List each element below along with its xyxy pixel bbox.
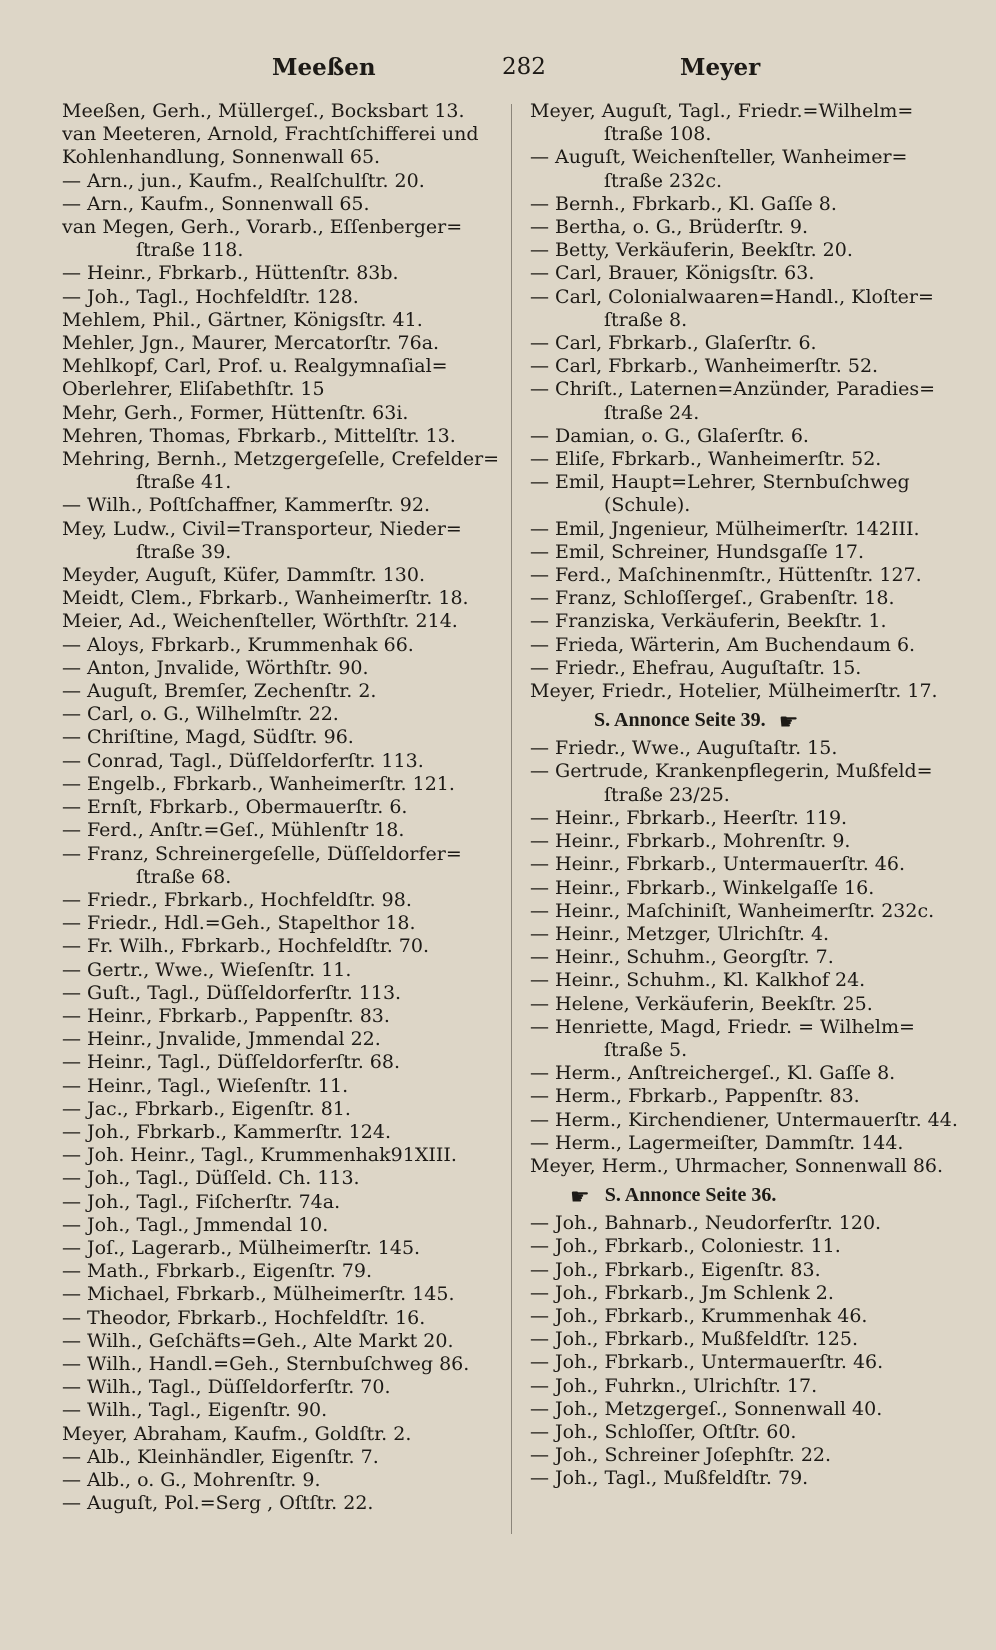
directory-entry: — Heinr., Fbrkarb., Untermauerſtr. 46. (530, 853, 905, 876)
directory-entry: Meeßen, Gerh., Müllergeſ., Bocksbart 13. (62, 100, 465, 122)
directory-entry: Meyer, Friedr., Hotelier, Mülheimerſtr. 17. (530, 680, 938, 703)
column-divider (511, 104, 512, 1534)
directory-entry: — Carl, Fbrkarb., Wanheimerſtr. 52. (530, 355, 879, 378)
annonce-reference-1 (530, 703, 982, 737)
directory-entry: — Joh., Tagl., Mußfeldſtr. 79. (530, 1467, 809, 1490)
directory-entry: Meier, Ad., Weichenſteller, Wörthſtr. 214. (62, 610, 458, 633)
directory-entry: — Joh., Schloſſer, Oſtſtr. 60. (530, 1420, 797, 1443)
right-column-part-a (530, 100, 982, 703)
directory-entry: — Theodor, Fbrkarb., Hochfeldſtr. 16. (62, 1306, 426, 1329)
pointing-hand-icon: ☛ (778, 708, 799, 734)
directory-entry: van Megen, Gerh., Vorarb., Eſſenberger= (62, 216, 463, 239)
directory-entry: — Heinr., Schuhm., Georgſtr. 7. (530, 946, 834, 969)
annonce-1-text: S. Annonce Seite 39. (594, 709, 766, 732)
directory-entry: — Wilh., Tagl., Düſſeldorferſtr. 70. (62, 1376, 391, 1399)
directory-entry-continuation: ſtraße 68. (136, 865, 232, 888)
directory-entry: Mehren, Thomas, Fbrkarb., Mittelſtr. 13. (62, 424, 456, 447)
directory-entry: — Franz, Schloſſergeſ., Grabenſtr. 18. (530, 587, 895, 610)
directory-entry: — Math., Fbrkarb., Eigenſtr. 79. (62, 1260, 372, 1283)
directory-entry: — Joh., Schreiner Joſephſtr. 22. (530, 1444, 832, 1467)
directory-entry: — Alb., Kleinhändler, Eigenſtr. 7. (62, 1445, 379, 1468)
directory-entry: — Friedr., Ehefrau, Auguſtaſtr. 15. (530, 656, 862, 679)
directory-entry: — Herm., Lagermeiſter, Dammſtr. 144. (530, 1131, 904, 1154)
directory-entry: — Emil, Haupt=Lehrer, Sternbuſchweg (530, 471, 910, 494)
directory-entry: — Conrad, Tagl., Düſſeldorferſtr. 113. (62, 749, 424, 772)
directory-entry-continuation: ſtraße 41. (136, 471, 232, 494)
directory-entry-continuation: ſtraße 232c. (604, 169, 722, 192)
annonce-2-text: S. Annonce Seite 36. (604, 1184, 777, 1207)
directory-entry: — Heinr., Fbrkarb., Winkelgaſſe 16. (530, 876, 875, 899)
directory-entry: — Damian, o. G., Glaſerſtr. 6. (530, 424, 809, 447)
directory-entry: — Ernſt, Fbrkarb., Obermauerſtr. 6. (62, 796, 408, 819)
directory-entry: — Helene, Verkäuferin, Beekſtr. 25. (530, 992, 873, 1015)
directory-entry: — Bertha, o. G., Brüderſtr. 9. (530, 216, 809, 239)
directory-entry: — Eliſe, Fbrkarb., Wanheimerſtr. 52. (530, 448, 882, 471)
directory-entry: — Emil, Schreiner, Hundsgaſſe 17. (530, 540, 865, 563)
directory-entry: — Emil, Jngenieur, Mülheimerſtr. 142III. (530, 517, 920, 540)
directory-entry: — Friedr., Hdl.=Geh., Stapelthor 18. (62, 912, 416, 935)
directory-entry: Mey, Ludw., Civil=Transporteur, Nieder= (62, 517, 462, 540)
directory-entry: Kohlenhandlung, Sonnenwall 65. (62, 146, 381, 169)
right-column (530, 100, 982, 1491)
directory-entry: — Herm., Anſtreichergeſ., Kl. Gaſſe 8. (530, 1062, 896, 1085)
directory-entry: — Herm., Fbrkarb., Pappenſtr. 83. (530, 1085, 860, 1108)
directory-entry-continuation: ſtraße 108. (604, 123, 712, 146)
directory-entry-continuation: ſtraße 8. (604, 308, 688, 331)
directory-entry: — Michael, Fbrkarb., Mülheimerſtr. 145. (62, 1283, 455, 1306)
directory-entry: — Joſ., Lagerarb., Mülheimerſtr. 145. (62, 1236, 421, 1259)
page-header (0, 50, 996, 90)
directory-entry: — Heinr., Tagl., Wieſenſtr. 11. (62, 1074, 349, 1097)
directory-entry: Mehr, Gerh., Former, Hüttenſtr. 63i. (62, 401, 409, 424)
directory-entry: — Arn., Kaufm., Sonnenwall 65. (62, 192, 370, 215)
directory-entry: — Joh., Fbrkarb., Kammerſtr. 124. (62, 1120, 392, 1143)
directory-entry: — Carl, Brauer, Königsſtr. 63. (530, 262, 815, 285)
header-right-word: Meyer (680, 54, 761, 81)
directory-entry: — Heinr., Fbrkarb., Mohrenſtr. 9. (530, 830, 851, 853)
directory-entry: — Gertr., Wwe., Wieſenſtr. 11. (62, 958, 352, 981)
directory-entry-continuation: ſtraße 24. (604, 401, 700, 424)
directory-entry-continuation: ſtraße 5. (604, 1038, 688, 1061)
directory-entry: — Heinr., Tagl., Düſſeldorferſtr. 68. (62, 1051, 401, 1074)
left-column (62, 100, 514, 1515)
directory-entry: — Heinr., Fbrkarb., Heerſtr. 119. (530, 806, 848, 829)
directory-entry: — Joh. Heinr., Tagl., Krummenhak91XIII. (62, 1144, 457, 1167)
directory-entry: Meyder, Auguſt, Küfer, Dammſtr. 130. (62, 564, 426, 587)
directory-entry-continuation: (Schule). (604, 494, 691, 517)
directory-entry: — Friedr., Fbrkarb., Hochfeldſtr. 98. (62, 888, 412, 911)
directory-entry: — Joh., Fbrkarb., Krummenhak 46. (530, 1304, 868, 1327)
directory-entry: — Joh., Bahnarb., Neudorferſtr. 120. (530, 1212, 882, 1235)
directory-entry-continuation: ſtraße 23/25. (604, 783, 730, 806)
directory-entry: — Wilh., Geſchäfts=Geh., Alte Markt 20. (62, 1329, 454, 1352)
pointing-hand-icon: ☛ (570, 1183, 590, 1209)
directory-entry: — Alb., o. G., Mohrenſtr. 9. (62, 1468, 321, 1491)
directory-entry: Meyer, Abraham, Kaufm., Goldſtr. 2. (62, 1422, 412, 1445)
header-left-word: Meeßen (272, 54, 376, 81)
directory-entry: — Auguſt, Pol.=Serg , Oſtſtr. 22. (62, 1492, 374, 1515)
directory-entry: — Chriſt., Laternen=Anzünder, Paradies= (530, 378, 936, 401)
directory-entry: — Herm., Kirchendiener, Untermauerſtr. 44. (530, 1108, 958, 1131)
directory-entry: — Gertrude, Krankenpflegerin, Mußfeld= (530, 760, 933, 783)
annonce-reference-2 (530, 1178, 982, 1212)
directory-entry: — Arn., jun., Kaufm., Realſchulſtr. 20. (62, 169, 425, 192)
directory-entry: Mehring, Bernh., Metzgergeſelle, Crefelder= (62, 448, 500, 471)
directory-entry: — Carl, Fbrkarb., Glaſerſtr. 6. (530, 332, 817, 355)
directory-entry: Mehler, Jgn., Maurer, Mercatorſtr. 76a. (62, 332, 440, 355)
directory-entry: — Henriette, Magd, Friedr. = Wilhelm= (530, 1015, 915, 1038)
directory-entry: — Heinr., Maſchiniſt, Wanheimerſtr. 232c. (530, 899, 935, 922)
directory-entry: — Friedr., Wwe., Auguſtaſtr. 15. (530, 737, 838, 760)
directory-entry: — Heinr., Fbrkarb., Pappenſtr. 83. (62, 1004, 390, 1027)
right-column-part-b (530, 737, 982, 1178)
directory-entry: — Joh., Fbrkarb., Coloniestr. 11. (530, 1235, 841, 1258)
directory-entry: — Joh., Fbrkarb., Mußfeldſtr. 125. (530, 1328, 859, 1351)
directory-entry: — Chriſtine, Magd, Südſtr. 96. (62, 726, 354, 749)
directory-entry-continuation: ſtraße 118. (136, 239, 244, 262)
directory-entry: — Ferd., Maſchinenmſtr., Hüttenſtr. 127. (530, 564, 922, 587)
directory-entry: Meyer, Auguſt, Tagl., Friedr.=Wilhelm= (530, 100, 914, 122)
directory-entry: — Auguſt, Bremſer, Zechenſtr. 2. (62, 680, 377, 703)
directory-entry: van Meeteren, Arnold, Frachtſchifferei und (62, 123, 479, 146)
directory-entry: — Wilh., Poſtſchaffner, Kammerſtr. 92. (62, 494, 430, 517)
directory-entry: — Carl, o. G., Wilhelmſtr. 22. (62, 703, 339, 726)
directory-entry: — Franz, Schreinergeſelle, Düſſeldorfer= (62, 842, 462, 865)
directory-entry: — Heinr., Schuhm., Kl. Kalkhof 24. (530, 969, 866, 992)
directory-entry: — Heinr., Jnvalide, Jmmendal 22. (62, 1028, 381, 1051)
directory-entry: — Franziska, Verkäuferin, Beekſtr. 1. (530, 610, 887, 633)
directory-entry: — Fr. Wilh., Fbrkarb., Hochfeldſtr. 70. (62, 935, 429, 958)
directory-entry-continuation: ſtraße 39. (136, 540, 232, 563)
right-column-part-c (530, 1212, 982, 1490)
directory-entry: Mehlem, Phil., Gärtner, Königsſtr. 41. (62, 308, 423, 331)
directory-entry: — Joh., Fbrkarb., Jm Schlenk 2. (530, 1281, 834, 1304)
directory-entry: Meidt, Clem., Fbrkarb., Wanheimerſtr. 18. (62, 587, 469, 610)
directory-entry: — Joh., Tagl., Fiſcherſtr. 74a. (62, 1190, 341, 1213)
directory-entry: — Anton, Jnvalide, Wörthſtr. 90. (62, 656, 369, 679)
directory-entry: — Joh., Tagl., Hochfeldſtr. 128. (62, 285, 359, 308)
directory-entry: — Guſt., Tagl., Düſſeldorferſtr. 113. (62, 981, 402, 1004)
directory-entry: — Heinr., Metzger, Ulrichſtr. 4. (530, 922, 830, 945)
directory-entry: — Heinr., Fbrkarb., Hüttenſtr. 83b. (62, 262, 399, 285)
directory-entry: Oberlehrer, Eliſabethſtr. 15 (62, 378, 325, 401)
directory-entry: — Joh., Tagl., Düſſeld. Ch. 113. (62, 1167, 360, 1190)
page-number: 282 (502, 54, 546, 80)
directory-entry: — Aloys, Fbrkarb., Krummenhak 66. (62, 633, 414, 656)
directory-entry: Meyer, Herm., Uhrmacher, Sonnenwall 86. (530, 1154, 944, 1177)
directory-entry: — Engelb., Fbrkarb., Wanheimerſtr. 121. (62, 772, 455, 795)
directory-entry: — Bernh., Fbrkarb., Kl. Gaſſe 8. (530, 192, 837, 215)
directory-entry: — Joh., Fuhrkn., Ulrichſtr. 17. (530, 1374, 818, 1397)
directory-entry: — Jac., Fbrkarb., Eigenſtr. 81. (62, 1097, 351, 1120)
directory-entry: — Frieda, Wärterin, Am Buchendaum 6. (530, 633, 916, 656)
directory-entry: — Joh., Fbrkarb., Eigenſtr. 83. (530, 1258, 821, 1281)
directory-entry: — Wilh., Handl.=Geh., Sternbuſchweg 86. (62, 1352, 470, 1375)
directory-entry: — Joh., Tagl., Jmmendal 10. (62, 1213, 329, 1236)
directory-entry: — Carl, Colonialwaaren=Handl., Kloſter= (530, 285, 934, 308)
directory-entry: — Joh., Fbrkarb., Untermauerſtr. 46. (530, 1351, 884, 1374)
directory-entry: Mehlkopf, Carl, Prof. u. Realgymnaſial= (62, 355, 448, 378)
directory-entry: — Ferd., Anſtr.=Geſ., Mühlenſtr 18. (62, 819, 405, 842)
directory-entry: — Auguſt, Weichenſteller, Wanheimer= (530, 146, 908, 169)
directory-entry: — Wilh., Tagl., Eigenſtr. 90. (62, 1399, 328, 1422)
directory-entry: — Joh., Metzgergeſ., Sonnenwall 40. (530, 1397, 883, 1420)
directory-entry: — Betty, Verkäuferin, Beekſtr. 20. (530, 239, 853, 262)
